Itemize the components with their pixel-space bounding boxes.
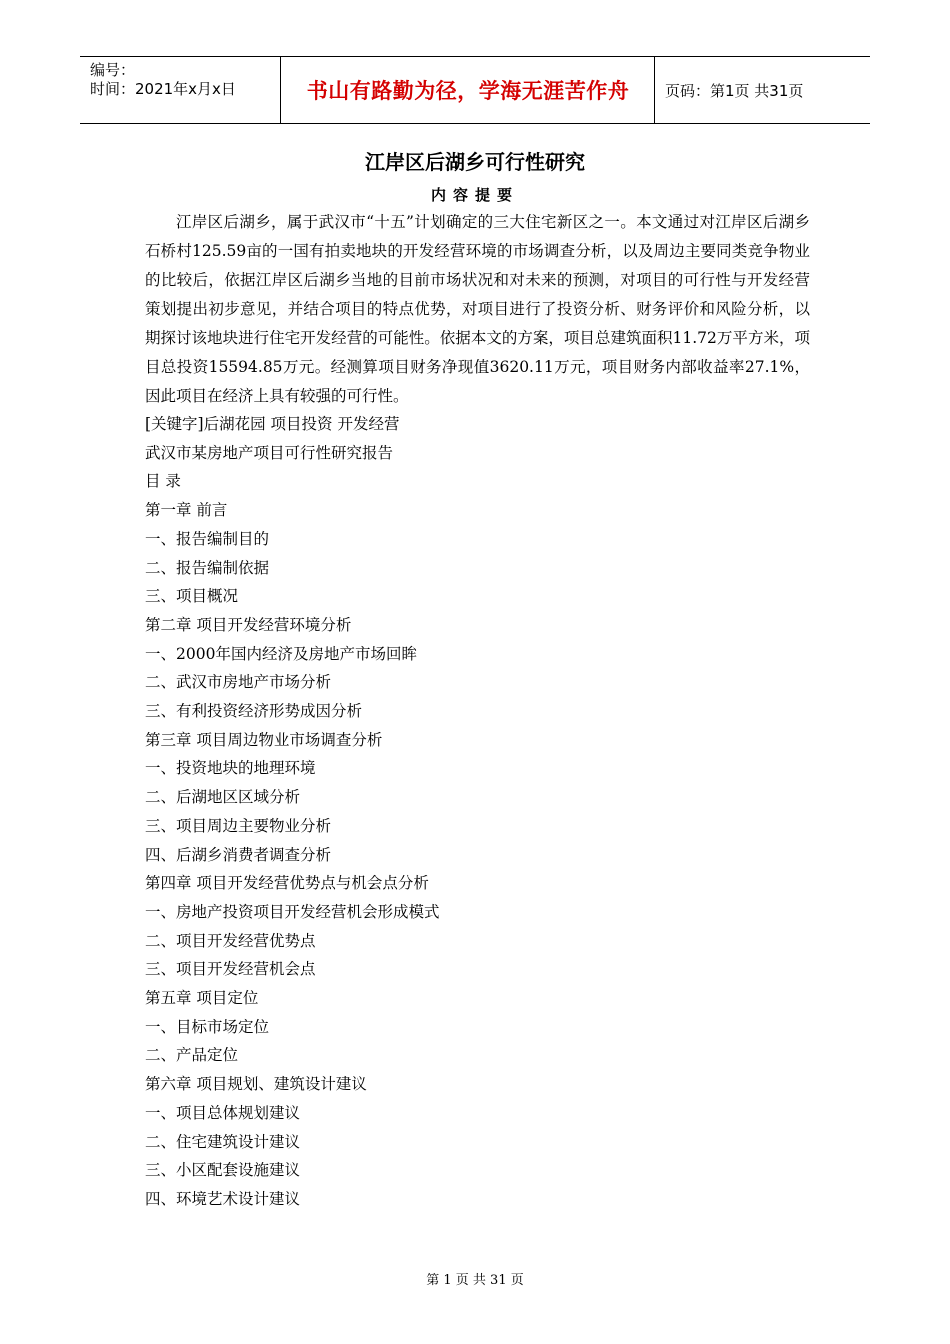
- toc-item: 第六章 项目规划、建筑设计建议: [145, 1075, 367, 1094]
- toc-item: 二、武汉市房地产市场分析: [145, 673, 332, 692]
- toc-item: 二、报告编制依据: [145, 558, 270, 577]
- toc-item: 二、产品定位: [145, 1046, 239, 1065]
- toc-item: 一、2000年国内经济及房地产市场回眸: [145, 644, 417, 663]
- toc-item: 一、投资地块的地理环境: [145, 759, 316, 778]
- toc-item: 一、房地产投资项目开发经营机会形成模式: [145, 902, 440, 921]
- toc-item: 三、项目周边主要物业分析: [145, 816, 332, 835]
- toc-item: 第五章 项目定位: [145, 989, 259, 1008]
- toc-item: 第三章 项目周边物业市场调查分析: [145, 730, 383, 749]
- report-title-line: 武汉市某房地产项目可行性研究报告: [145, 443, 394, 462]
- toc-item: 一、项目总体规划建议: [145, 1103, 301, 1122]
- toc-item: 三、小区配套设施建议: [145, 1161, 301, 1180]
- page-footer: 第 1 页 共 31 页: [426, 1273, 524, 1288]
- toc-item: 四、环境艺术设计建议: [145, 1189, 301, 1208]
- toc-item: 二、后湖地区区域分析: [145, 788, 301, 807]
- toc-item: 四、后湖乡消费者调查分析: [145, 845, 332, 864]
- header-divider-right: [654, 57, 655, 123]
- toc-item: 二、项目开发经营优势点: [145, 931, 316, 950]
- toc-item: 三、项目概况: [145, 587, 239, 606]
- toc-heading: 目 录: [145, 472, 181, 491]
- abstract-paragraph: 江岸区后湖乡，属于武汉市“十五”计划确定的三大住宅新区之一。本文通过对江岸区后湖乡石桥村125.59亩的一国有拍卖地块的开发经营环境的市场调查分析，以及周边主要同类竞争物业的比较后，依据江岸区后湖乡当地的目前市场状况和对未来的预测，对项目的可行性与开发经营策划提出初步意见，并结合项目的特点优势，对项目进行了投资分析、财务评价和风险分析，以期探讨该地块进行住宅开发经营的可能性。依据本文的方案，项目总建筑面积11.72万平方米，项目总投资15594.85万元。经测算项目财务净现值3620.11万元，项目财务内部收益率27.1%，因此项目在经济上具有较强的可行性。: [145, 213, 810, 405]
- toc-item: 一、目标市场定位: [145, 1017, 270, 1036]
- document-subtitle: 内容提要: [430, 186, 519, 204]
- content-lines: [145, 410, 440, 1214]
- toc-item: 第二章 项目开发经营环境分析: [145, 615, 352, 634]
- toc-item: 第一章 前言: [145, 501, 228, 520]
- toc-item: 一、报告编制目的: [145, 529, 270, 548]
- header-motto: 书山有路勤为径，学海无涯苦作舟: [306, 79, 630, 103]
- toc-item: 二、住宅建筑设计建议: [145, 1132, 301, 1151]
- toc-item: 三、有利投资经济形势成因分析: [145, 702, 363, 721]
- keywords-line: [关键字]后湖花园 项目投资 开发经营: [145, 415, 400, 433]
- toc-item: 第四章 项目开发经营优势点与机会点分析: [145, 874, 429, 893]
- document-title: 江岸区后湖乡可行性研究: [365, 150, 585, 174]
- header-time-label: 时间：2021年x月x日: [90, 80, 236, 98]
- header-page-number: 页码：第1页 共31页: [665, 81, 804, 100]
- header-number-label: 编号：: [90, 61, 136, 79]
- toc-item: 三、项目开发经营机会点: [145, 960, 316, 979]
- page-header: [80, 56, 870, 124]
- header-meta: [90, 61, 236, 99]
